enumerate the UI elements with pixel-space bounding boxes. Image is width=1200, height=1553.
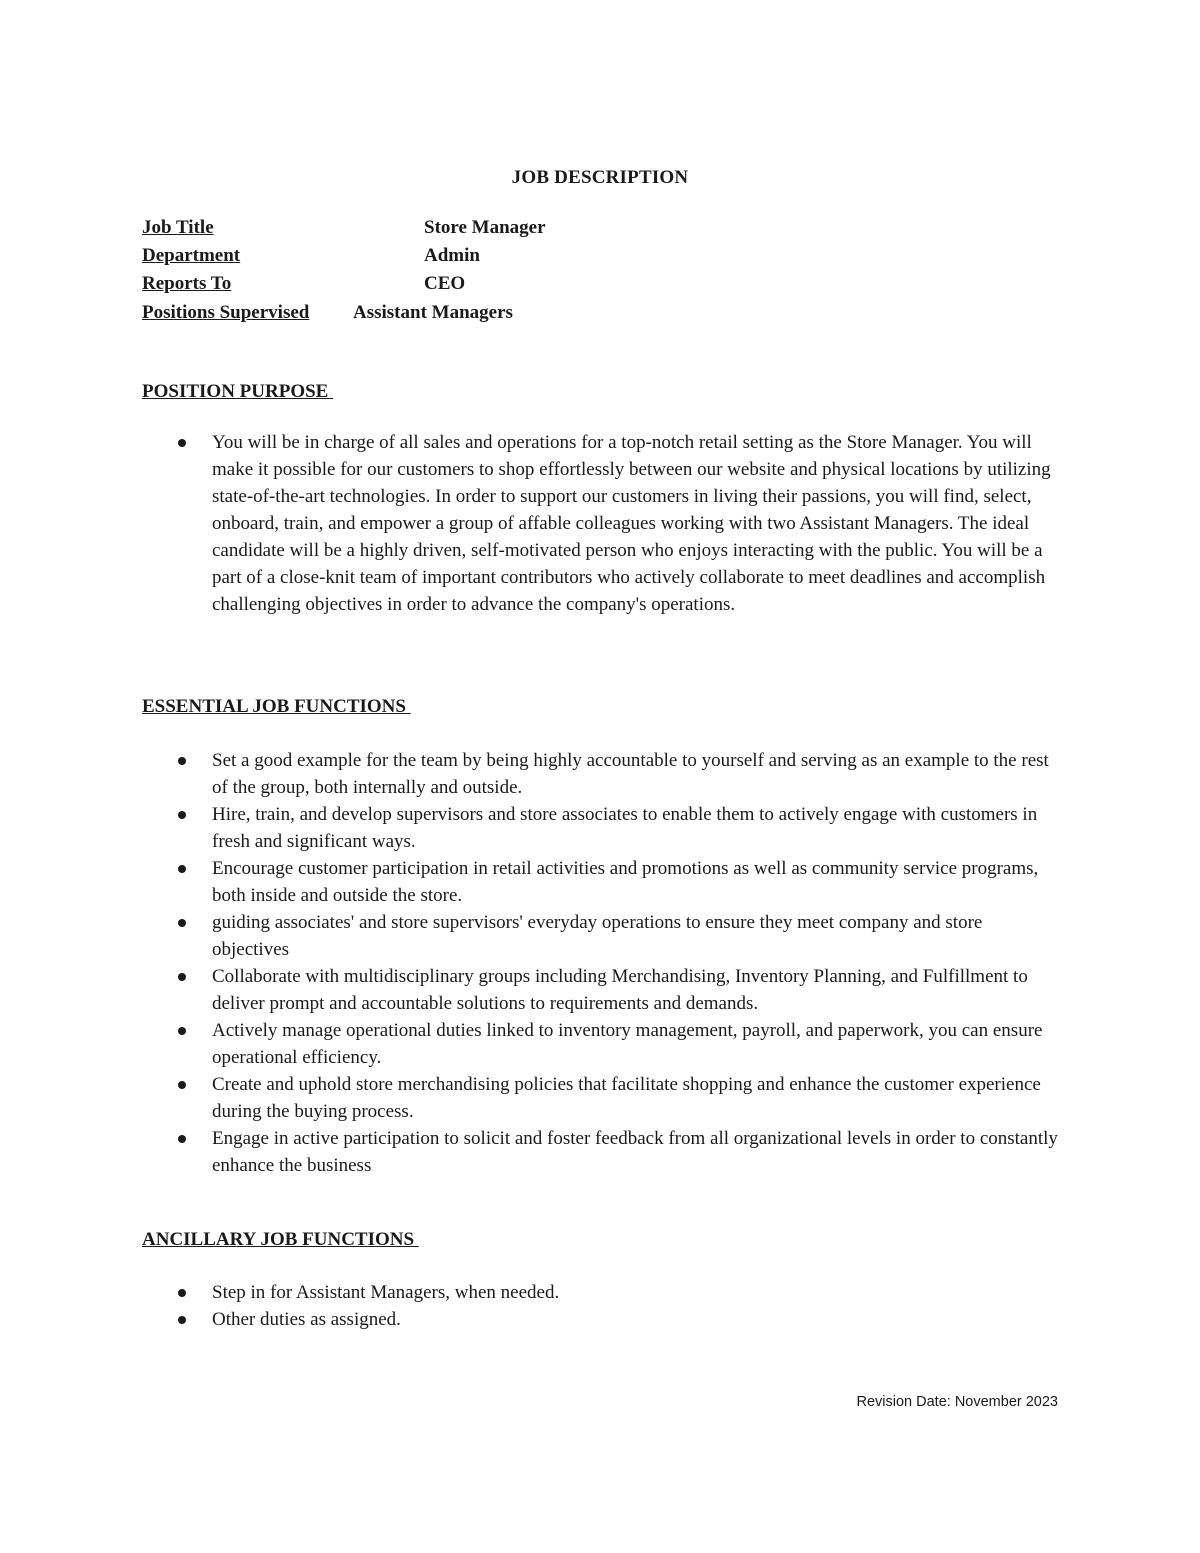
list-item-text: Collaborate with multidisciplinary groups including Merchandising, Inventory Planning, and Fulfillment to deliver prompt and accountable solutions to requirements and demands. — [212, 966, 1028, 1014]
list-item — [0, 855, 1062, 909]
list-item — [0, 747, 1062, 801]
list-item — [0, 1306, 1062, 1333]
list-item-text: Engage in active participation to solicit and foster feedback from all organizational levels in order to constantly enhance the business — [212, 1128, 1058, 1176]
positions-supervised-label: Positions Supervised — [142, 302, 310, 323]
list-item — [0, 1125, 1062, 1179]
department-row — [142, 245, 480, 267]
reports-to-label: Reports To — [142, 273, 232, 294]
job-title-value: Store Manager — [424, 217, 546, 238]
essential-functions-list — [0, 747, 1062, 1179]
bullet-icon — [178, 1316, 186, 1324]
list-item — [0, 1071, 1062, 1125]
ancillary-functions-heading: ANCILLARY JOB FUNCTIONS — [142, 1229, 419, 1250]
list-item-text: Encourage customer participation in retail activities and promotions as well as community service programs, both inside and outside the store. — [212, 858, 1039, 906]
list-item-text: Hire, train, and develop supervisors and store associates to enable them to actively engage with customers in fresh and significant ways. — [212, 804, 1038, 852]
list-item-text: Set a good example for the team by being highly accountable to yourself and serving as an example to the rest of the group, both internally and outside. — [212, 750, 1049, 798]
revision-date: Revision Date: November 2023 — [856, 1394, 1058, 1410]
bullet-icon — [178, 757, 186, 765]
bullet-icon — [178, 1027, 186, 1035]
list-item-text: Create and uphold store merchandising policies that facilitate shopping and enhance the customer experience during the buying process. — [212, 1074, 1041, 1122]
list-item-text: Step in for Assistant Managers, when needed. — [212, 1282, 560, 1303]
essential-functions-heading: ESSENTIAL JOB FUNCTIONS — [142, 696, 411, 717]
list-item-text: Other duties as assigned. — [212, 1309, 401, 1330]
list-item — [0, 1279, 1062, 1306]
list-item-text: Actively manage operational duties linked to inventory management, payroll, and paperwork, you can ensure operational efficiency. — [212, 1020, 1043, 1068]
bullet-icon — [178, 865, 186, 873]
department-value: Admin — [424, 245, 480, 266]
bullet-icon — [178, 973, 186, 981]
position-purpose-heading: POSITION PURPOSE — [142, 381, 334, 402]
position-purpose-list — [0, 429, 1062, 618]
list-item — [0, 963, 1062, 1017]
list-item — [0, 1017, 1062, 1071]
list-item — [0, 801, 1062, 855]
list-item-text: You will be in charge of all sales and operations for a top-notch retail setting as the Store Manager. You will make it possible for our customers to shop effortlessly between our website and physical locations by utilizing state-of-the-art technologies. In order to support our customers in living their passions, you will find, select, onboard, train, and empower a group of affable colleagues working with two Assistant Managers. The ideal candidate will be a highly driven, self-motivated person who enjoys interacting with the public. You will be a part of a close-knit team of important contributors who actively collaborate to meet deadlines and accomplish challenging objectives in order to advance the company's operations. — [212, 432, 1051, 615]
positions-supervised-row — [142, 302, 513, 324]
positions-supervised-value: Assistant Managers — [353, 302, 513, 323]
job-title-label: Job Title — [142, 217, 214, 238]
reports-to-row — [142, 273, 466, 295]
department-label: Department — [142, 245, 241, 266]
list-item — [0, 429, 1062, 618]
list-item-text: guiding associates' and store supervisors' everyday operations to ensure they meet company and store objectives — [212, 912, 983, 960]
list-item — [0, 909, 1062, 963]
bullet-icon — [178, 811, 186, 819]
bullet-icon — [178, 1289, 186, 1297]
reports-to-value: CEO — [424, 273, 466, 294]
job-title-row — [142, 217, 546, 239]
bullet-icon — [178, 919, 186, 927]
bullet-icon — [178, 439, 186, 447]
bullet-icon — [178, 1081, 186, 1089]
document-title: JOB DESCRIPTION — [511, 167, 689, 188]
bullet-icon — [178, 1135, 186, 1143]
ancillary-functions-list — [0, 1279, 1062, 1333]
